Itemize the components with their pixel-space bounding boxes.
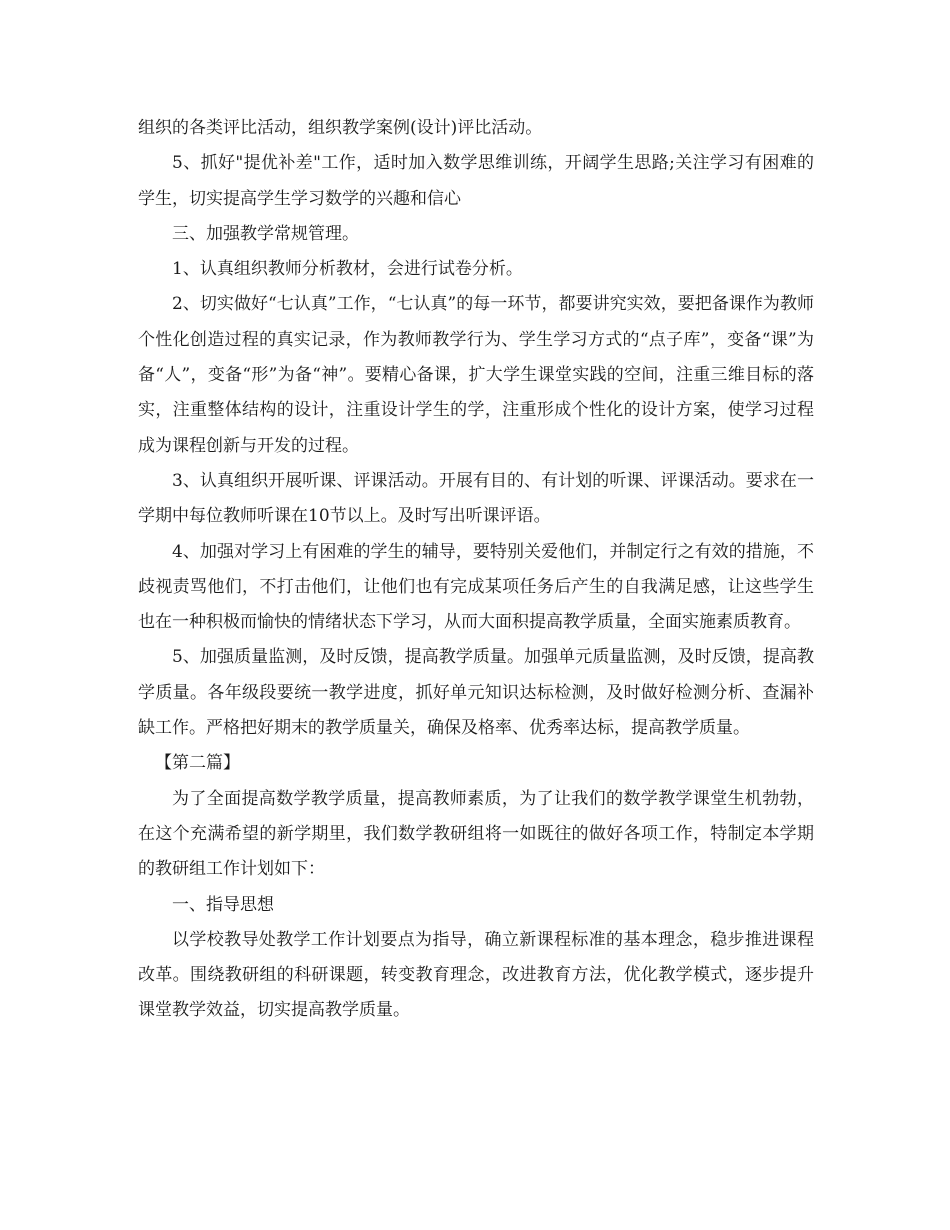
section-heading-3: 三、加强教学常规管理。 [172,223,359,244]
paragraph-s3-item-2: 2、切实做好“七认真”工作，“七认真”的每一环节，都要讲究实效，要把备课作为教师个性化创造过程的真实记录，作为教师教学行为、学生学习方式的“点子库”，变备“课”为备“人”，变备“形”为备“神”。要精心备课，扩大学生课堂实践的空间，注重三维目标的落实，注重整体结构的设计，注重设计学生的学，注重形成个性化的设计方案，使学习过程成为课程创新与开发的过程。 [138,294,814,456]
paragraph-item-5: 5、抓好"提优补差"工作，适时加入数学思维训练，开阔学生思路;关注学习有困难的学生，切实提高学生学习数学的兴趣和信心 [138,153,814,209]
paragraph-s3-item-5: 5、加强质量监测，及时反馈，提高教学质量。加强单元质量监测，及时反馈，提高教学质量。各年级段要统一教学进度，抓好单元知识达标检测，及时做好检测分析、查漏补缺工作。严格把好期末的教学质量关，确保及格率、优秀率达标，提高教学质量。 [138,647,814,739]
paragraph-s3-item-1: 1、认真组织教师分析教材，会进行试卷分析。 [172,259,523,280]
paragraph-guiding-body: 以学校教导处教学工作计划要点为指导，确立新课程标准的基本理念，稳步推进课程改革。围绕教研组的科研课题，转变教育理念，改进教育方法，优化教学模式，逐步提升课堂教学效益，切实提高教学质量。 [138,929,814,1021]
paragraph-s3-item-3: 3、认真组织开展听课、评课活动。开展有目的、有计划的听课、评课活动。要求在一学期中每位教师听课在10节以上。及时写出听课评语。 [138,470,814,527]
paragraph-s3-item-4: 4、加强对学习上有困难的学生的辅导，要特别关爱他们，并制定行之有效的措施，不歧视责骂他们，不打击他们，让他们也有完成某项任务后产生的自我满足感，让这些学生也在一种积极而愉快的情绪状态下学习，从而大面积提高教学质量，全面实施素质教育。 [138,541,814,633]
paragraph-continuation: 组织的各类评比活动，组织教学案例(设计)评比活动。 [138,118,543,138]
section-heading-guiding: 一、指导思想 [172,894,274,915]
document-body [138,111,814,1029]
paragraph-part-2-intro: 为了全面提高数学教学质量，提高教师素质，为了让我们的数学教学课堂生机勃勃，在这个充满希望的新学期里，我们数学教研组将一如既往的做好各项工作，特制定本学期的教研组工作计划如下： [138,788,814,880]
part-2-title: 【第二篇】 [155,753,240,774]
